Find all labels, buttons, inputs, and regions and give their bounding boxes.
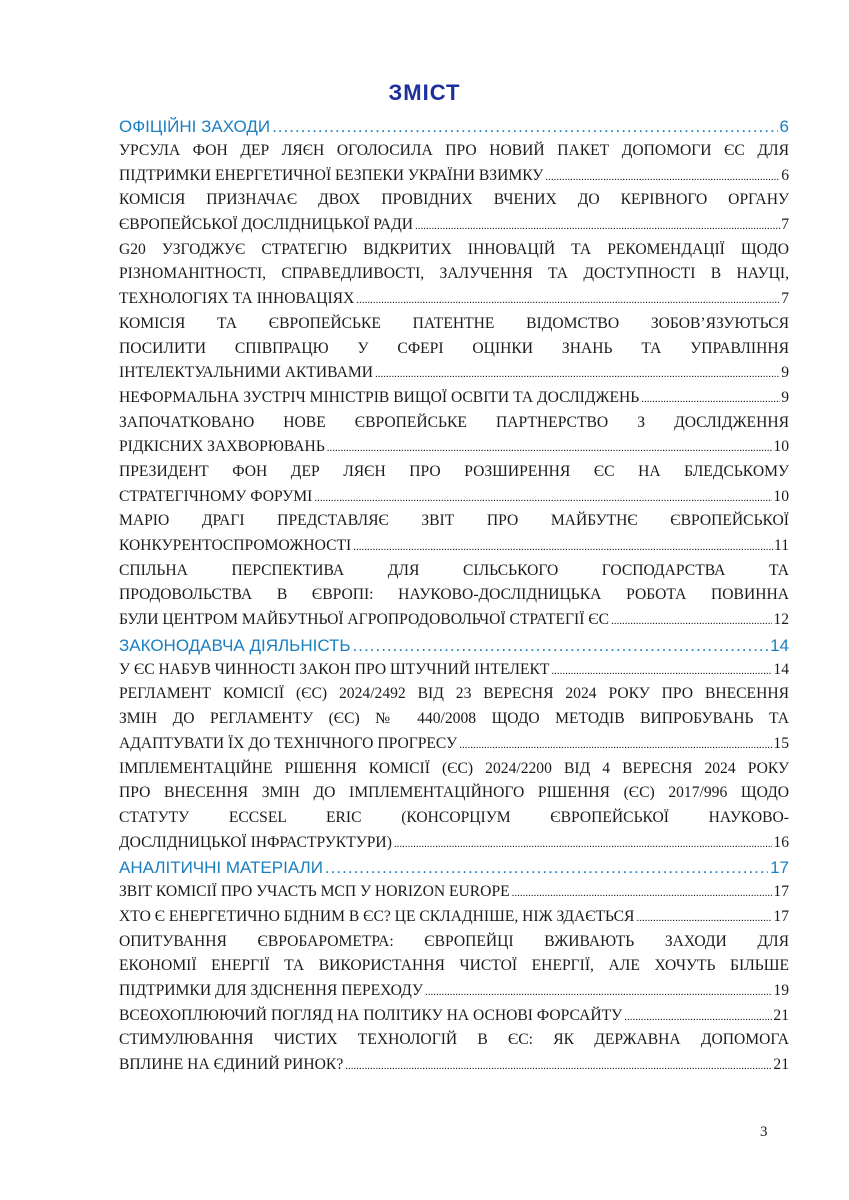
toc-dot-leader [272,114,777,139]
toc-entry[interactable] [119,386,789,411]
toc-page-number: 19 [773,982,789,999]
toc-entry[interactable] [119,757,789,856]
toc-page-number: 17 [773,907,789,925]
toc-entry[interactable] [119,930,789,1004]
toc-entry-last-line [119,213,789,238]
toc-entry-text: ТЕХНОЛОГІЯХ ТА ІННОВАЦІЯХ [119,290,355,308]
toc-dot-leader [459,733,772,758]
toc-page-number: 15 [773,734,789,752]
toc-dot-leader [345,1054,772,1079]
toc-entry-line: РЕГЛАМЕНТ КОМІСІЇ (ЄС) 2024/2492 ВІД 23 ВЕРЕСНЯ 2024 РОКУ ПРО ВНЕСЕННЯ [119,685,789,703]
toc-entry-line: ПРОДОВОЛЬСТВА В ЄВРОПІ: НАУКОВО-ДОСЛІДНИЦЬКА РОБОТА ПОВИННА [119,586,789,604]
page-number: 3 [760,1124,768,1140]
toc-section-heading[interactable] [119,114,789,139]
toc-dot-leader [611,609,772,634]
toc-page-number: 21 [773,1006,789,1024]
toc-entry-text: БУЛИ ЦЕНТРОМ МАЙБУТНЬОЇ АГРОПРОДОВОЛЬЧОЇ СТРАТЕГІЇ ЄС [119,611,610,629]
toc-entry[interactable] [119,682,789,756]
toc-dot-leader [356,288,780,313]
toc-entry-line: СТАТУТУ ECCSEL ERIC (КОНСОРЦІУМ ЄВРОПЕЙСЬКОЇ НАУКОВО- [119,808,789,826]
toc-page-number: 17 [773,883,789,901]
toc-entry-text: У ЄС НАБУВ ЧИННОСТІ ЗАКОН ПРО ШТУЧНИЙ ІНТЕЛЕКТ [119,660,550,678]
toc-dot-leader [512,881,773,906]
toc-entry-last-line [119,658,789,683]
toc-page-number: 6 [781,166,789,184]
toc-entry[interactable] [119,880,789,905]
table-of-contents [119,114,789,1078]
toc-entry-last-line [119,435,789,460]
toc-entry[interactable] [119,460,789,509]
toc-entry[interactable] [119,905,789,930]
toc-dot-leader [641,387,780,412]
toc-entry-line: СПІЛЬНА ПЕРСПЕКТИВА ДЛЯ СІЛЬСЬКОГО ГОСПОДАРСТВА ТА [119,561,789,579]
toc-dot-leader [415,214,780,239]
toc-section-label: АНАЛІТИЧНІ МАТЕРІАЛИ [119,858,323,878]
toc-entry-last-line [119,361,789,386]
toc-dot-leader [327,436,773,461]
toc-entry[interactable] [119,559,789,633]
toc-entry[interactable] [119,238,789,312]
toc-entry-last-line [119,608,789,633]
toc-entry-line: ПРО ВНЕСЕННЯ ЗМІН ДО ІМПЛЕМЕНТАЦІЙНОГО РІШЕННЯ (ЄС) 2017/996 ЩОДО [119,784,789,802]
toc-entry-last-line [119,732,789,757]
toc-entry-text: НЕФОРМАЛЬНА ЗУСТРІЧ МІНІСТРІВ ВИЩОЇ ОСВІТИ ТА ДОСЛІДЖЕНЬ [119,388,640,406]
toc-page-number: 12 [773,611,789,629]
toc-dot-leader [353,535,773,560]
toc-dot-leader [375,362,780,387]
toc-entry-line: РІЗНОМАНІТНОСТІ, СПРАВЕДЛИВОСТІ, ЗАЛУЧЕННЯ ТА ДОСТУПНОСТІ В НАУЦІ, [119,265,789,283]
toc-entry-text: ІНТЕЛЕКТУАЛЬНИМИ АКТИВАМИ [119,364,373,382]
toc-entry[interactable] [119,139,789,188]
toc-entry[interactable] [119,1004,789,1029]
toc-page-number: 14 [773,660,789,678]
toc-entry-line: ПРЕЗИДЕНТ ФОН ДЕР ЛЯЄН ПРО РОЗШИРЕННЯ ЄС НА БЛЕДСЬКОМУ [119,462,789,480]
toc-entry[interactable] [119,188,789,237]
toc-entry-line: МАРІО ДРАГІ ПРЕДСТАВЛЯЄ ЗВІТ ПРО МАЙБУТНЄ ЄВРОПЕЙСЬКОЇ [119,512,789,530]
toc-dot-leader [394,832,773,857]
toc-entry-line: КОМІСІЯ ПРИЗНАЧАЄ ДВОХ ПРОВІДНИХ ВЧЕНИХ ДО КЕРІВНОГО ОРГАНУ [119,191,789,209]
toc-dot-leader [353,633,769,658]
toc-entry-last-line [119,287,789,312]
toc-page-number: 7 [781,216,789,234]
toc-entry-text: ВПЛИНЕ НА ЄДИНИЙ РИНОК? [119,1056,344,1074]
toc-entry-last-line [119,905,789,930]
toc-entry-line: ОПИТУВАННЯ ЄВРОБАРОМЕТРА: ЄВРОПЕЙЦІ ВЖИВАЮТЬ ЗАХОДИ ДЛЯ [119,932,789,950]
toc-section-heading[interactable] [119,855,789,880]
toc-entry[interactable] [119,312,789,386]
toc-entry-last-line [119,880,789,905]
toc-dot-leader [636,906,772,931]
toc-entry-line: КОМІСІЯ ТА ЄВРОПЕЙСЬКЕ ПАТЕНТНЕ ВІДОМСТВО ЗОБОВ’ЯЗУЮТЬСЯ [119,314,789,332]
toc-entry-text: СТРАТЕГІЧНОМУ ФОРУМІ [119,487,313,505]
toc-page-number: 9 [781,388,789,406]
toc-entry[interactable] [119,411,789,460]
toc-page-number: 7 [781,290,789,308]
toc-entry-line: ЗАПОЧАТКОВАНО НОВЕ ЄВРОПЕЙСЬКЕ ПАРТНЕРСТВО З ДОСЛІДЖЕННЯ [119,413,789,431]
toc-entry-line: ЕКОНОМІЇ ЕНЕРГІЇ ТА ВИКОРИСТАННЯ ЧИСТОЇ ЕНЕРГІЇ, АЛЕ ХОЧУТЬ БІЛЬШЕ [119,957,789,975]
toc-entry-text: ЗВІТ КОМІСІЇ ПРО УЧАСТЬ МСП У HORIZON EUROPE [119,883,510,901]
toc-entry-last-line [119,1053,789,1078]
toc-entry-text: АДАПТУВАТИ ЇХ ДО ТЕХНІЧНОГО ПРОГРЕСУ [119,734,458,752]
toc-entry-text: КОНКУРЕНТОСПРОМОЖНОСТІ [119,537,352,554]
page-title: ЗМІСТ [388,80,461,105]
toc-section-label: ЗАКОНОДАВЧА ДІЯЛЬНІСТЬ [119,635,351,655]
toc-entry-text: ХТО Є ЕНЕРГЕТИЧНО БІДНИМ В ЄС? ЦЕ СКЛАДНІШЕ, НІЖ ЗДАЄТЬСЯ [119,907,635,925]
toc-entry[interactable] [119,1028,789,1077]
toc-page-number: 9 [781,364,789,382]
toc-dot-leader [551,659,772,684]
toc-page-number: 10 [773,487,789,505]
toc-page-number: 6 [779,117,789,136]
toc-page-number: 21 [773,1056,789,1074]
toc-entry-line: ІМПЛЕМЕНТАЦІЙНЕ РІШЕННЯ КОМІСІЇ (ЄС) 2024/2200 ВІД 4 ВЕРЕСНЯ 2024 РОКУ [119,759,789,777]
toc-page-number: 16 [773,833,789,851]
toc-page-number: 14 [770,635,789,655]
toc-entry-last-line [119,485,789,510]
toc-page-number: 10 [773,438,789,456]
toc-section-label: ОФІЦІЙНІ ЗАХОДИ [119,117,271,136]
toc-entry-text: ПІДТРИМКИ ЕНЕРГЕТИЧНОЇ БЕЗПЕКИ УКРАЇНИ ВЗИМКУ [119,166,544,184]
toc-entry-text: ВСЕОХОПЛЮЮЧИЙ ПОГЛЯД НА ПОЛІТИКУ НА ОСНОВІ ФОРСАЙТУ [119,1006,623,1024]
toc-dot-leader [624,1005,772,1030]
toc-dot-leader [314,486,772,511]
toc-entry-text: РІДКІСНИХ ЗАХВОРЮВАНЬ [119,438,325,456]
toc-entry-text: ДОСЛІДНИЦЬКОЇ ІНФРАСТРУКТУРИ) [119,833,392,851]
toc-page-number: 11 [773,537,789,554]
toc-dot-leader [545,165,780,190]
toc-entry-line: УРСУЛА ФОН ДЕР ЛЯЄН ОГОЛОСИЛА ПРО НОВИЙ ПАКЕТ ДОПОМОГИ ЄС ДЛЯ [119,142,789,159]
toc-entry-text: ПІДТРИМКИ ДЛЯ ЗДІСНЕННЯ ПЕРЕХОДУ [119,982,423,999]
toc-entry-last-line [119,164,789,189]
toc-section-heading[interactable] [119,633,789,658]
toc-dot-leader [325,855,768,880]
toc-entry-line: ПОСИЛИТИ СПІВПРАЦЮ У СФЕРІ ОЦІНКИ ЗНАНЬ ТА УПРАВЛІННЯ [119,339,789,357]
toc-entry-line: СТИМУЛЮВАННЯ ЧИСТИХ ТЕХНОЛОГІЙ В ЄС: ЯК ДЕРЖАВНА ДОПОМОГА [119,1031,789,1049]
toc-entry-last-line [119,1004,789,1029]
toc-entry[interactable] [119,658,789,683]
toc-dot-leader [425,980,772,1005]
toc-entry-last-line [119,979,789,1004]
toc-entry-line: ЗМІН ДО РЕГЛАМЕНТУ (ЄС) № 440/2008 ЩОДО МЕТОДІВ ВИПРОБУВАНЬ ТА [119,710,789,728]
toc-entry-last-line [119,534,789,559]
toc-entry-text: ЄВРОПЕЙСЬКОЇ ДОСЛІДНИЦЬКОЇ РАДИ [119,216,414,234]
toc-entry-last-line [119,831,789,856]
toc-entry-line: G20 УЗГОДЖУЄ СТРАТЕГІЮ ВІДКРИТИХ ІННОВАЦІЙ ТА РЕКОМЕНДАЦІЇ ЩОДО [119,240,789,258]
toc-page-number: 17 [770,858,789,878]
toc-entry-last-line [119,386,789,411]
toc-entry[interactable] [119,509,789,558]
